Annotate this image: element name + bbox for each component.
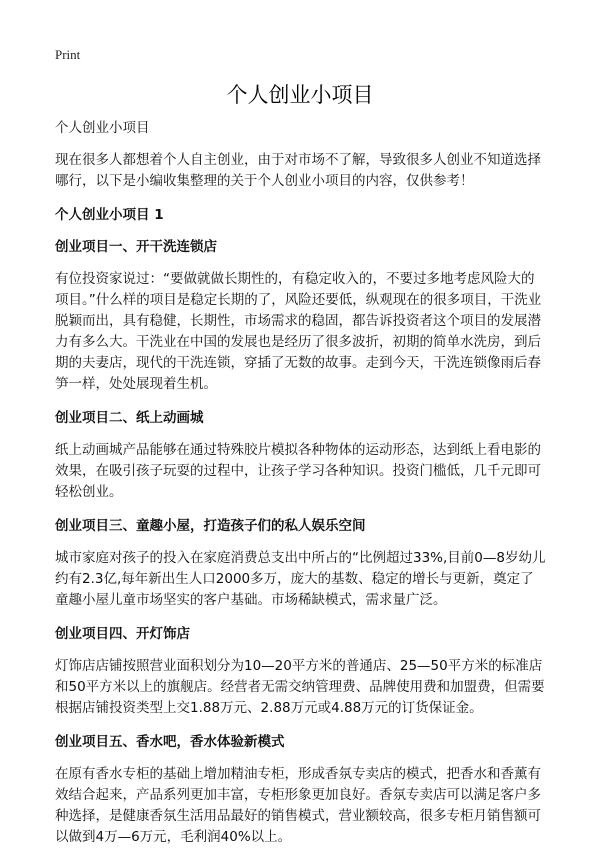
project-heading-2: 创业项目二、纸上动画城 — [55, 410, 204, 426]
project-body-1: 有位投资家说过：“要做就做长期性的，有稳定收入的，不要过多地考虑风险大的项目。”什么样的项目是稳定长期的了，风险还要低，纵观现在的很多项目，干洗业脱颖而出，具有稳健，长期性，市场需求的稳固，都告诉投资者这个项目的发展潜力有多么大。干洗业在中国的发展也是经历了很多波折，初期的简单水洗房，到后期的夫妻店，现代的干洗连锁，穿插了无数的故事。走到今天，干洗连锁像雨后春笋一样，处处展现着生机。 — [55, 271, 542, 392]
intro-paragraph: 现在很多人都想着个人自主创业，由于对市场不了解，导致很多人创业不知道选择哪行，以下是小编收集整理的关于个人创业小项目的内容，仅供参考！ — [55, 152, 541, 189]
project-body-2: 纸上动画城产品能够在通过特殊胶片模拟各种物体的运动形态，达到纸上看电影的效果，在吸引孩子玩耍的过程中，让孩子学习各种知识。投资门槛低，几千元即可轻松创业。 — [55, 442, 541, 500]
project-heading-1: 创业项目一、开干洗连锁店 — [55, 239, 217, 255]
document-body — [55, 118, 547, 861]
project-body-5: 在原有香水专柜的基础上增加精油专柜，形成香氛专卖店的模式，把香水和香薰有效结合起来，产品系列更加丰富，专柜形象更加良好。香氛专卖店可以满足客户多种选择，是健康香氛生活用品最好的销售模式，营业额较高，很多专柜月销售额可以做到4万—6万元，毛利润40%以上。 — [55, 766, 541, 845]
project-heading-4: 创业项目四、开灯饰店 — [55, 626, 190, 642]
project-body-3: 城市家庭对孩子的投入在家庭消费总支出中所占的“比例超过33%,目前0—8岁幼儿约有2.3亿,每年新出生人口2000多万，庞大的基数、稳定的增长与更新，奠定了童趣小屋儿童市场坚实的客户基础。市场稀缺模式，需求量广泛。 — [55, 550, 546, 608]
document-subtitle: 个人创业小项目 — [55, 120, 150, 136]
project-heading-3: 创业项目三、童趣小屋，打造孩子们的私人娱乐空间 — [55, 518, 366, 534]
project-heading-5: 创业项目五、香水吧，香水体验新模式 — [55, 734, 285, 750]
section-heading: 个人创业小项目 1 — [55, 207, 164, 223]
document-title: 个人创业小项目 — [226, 83, 374, 107]
project-body-4: 灯饰店店铺按照营业面积划分为10—20平方米的普通店、25—50平方米的标准店和50平方米以上的旗舰店。经营者无需交纳管理费、品牌使用费和加盟费，但需要根据店铺投资类型上交1.88万元、2.88万元或4.88万元的订货保证金。 — [55, 658, 545, 716]
print-link[interactable]: Print — [55, 47, 81, 62]
